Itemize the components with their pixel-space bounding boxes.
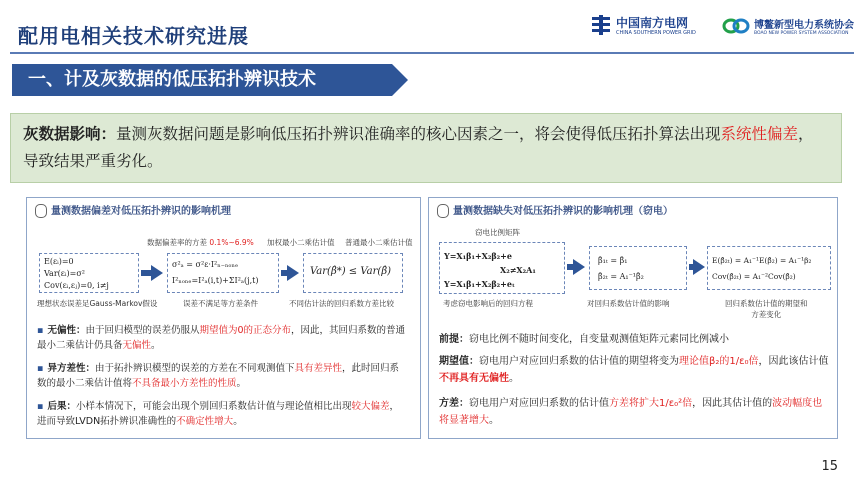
variance-rate-label: 数据偏差率的方差 0.1%~6.9% [147, 238, 254, 247]
arrow-2-icon [287, 265, 299, 281]
arrow-1-icon [151, 265, 163, 281]
csg-logo-text: 中国南方电网 [616, 16, 689, 30]
association-logo-subtext: BOAO NEW POWER SYSTEM ASSOCIATION [754, 31, 849, 36]
expectation-eq-box: E(β̂₂ₜ) = A₁⁻¹E(β̂₂) = A₁⁻¹β₂ Cov(β̂₂ₜ) = A₁⁻²Cov(β̂₂) [707, 246, 831, 290]
page-title: 配用电相关技术研究进展 [18, 24, 249, 48]
regression-eq-box: Y=X₁β₁+X₂β₂+e X₂≠X₂A₁ Y=X₁β₁+X₂β₂+eₜ [439, 242, 565, 294]
left-panel [26, 197, 421, 439]
summary-box [10, 113, 842, 183]
logo-area [586, 6, 862, 50]
bullet-unbiasedness: ▪ 无偏性：由于回归模型的误差仍服从期望值为0的正态分布，因此，其回归系数的普通最小二乘估计仍具备无偏性。 [37, 325, 406, 351]
condition-2-label: 误差不满足等方差条件 [183, 299, 258, 308]
caption-estimate: 对回归系数估计值的影响 [587, 299, 670, 308]
summary-highlight: 系统性偏差 [720, 125, 799, 143]
title-divider [10, 52, 854, 54]
association-logo-icon [722, 16, 744, 34]
csg-logo-icon [590, 14, 612, 40]
theft-matrix-label: 窃电比例矩阵 [475, 228, 520, 237]
right-panel [428, 197, 838, 439]
premise-text: 前提：窃电比例不随时间变化，自变量观测值矩阵元素同比例减小 [439, 334, 729, 345]
variance-text: 方差：窃电用户对应回归系数的估计值方差将扩大1/ε₀²倍，因此其估计值的波动幅度也将显著增大。 [439, 398, 823, 426]
summary-text: 量测灰数据问题是影响低压拓扑辨识准确率的核心因素之一，将会使得低压拓扑算法出现 [116, 125, 721, 143]
summary-label: 灰数据影响： [23, 125, 117, 143]
gauss-markov-box: E(εᵢ)=0 Var(εᵢ)=σ² Cov(εᵢ,εⱼ)=0, i≠j [39, 253, 139, 293]
csg-logo-subtext: CHINA SOUTHERN POWER GRID [616, 30, 696, 36]
condition-3-label: 不同估计法的回归系数方差比较 [289, 299, 394, 308]
arrow-1-bar [141, 270, 151, 276]
arrow-4-icon [693, 259, 705, 275]
page-number: 15 [821, 459, 838, 474]
association-logo-text: 博鳌新型电力系统协会 [754, 20, 854, 31]
condition-1-label: 理想状态误差足Gauss-Markov假设 [37, 299, 158, 308]
paperclip-icon [35, 204, 47, 218]
right-panel-heading: 量测数据缺失对低压拓扑辨识的影响机理（窃电） [437, 202, 673, 220]
caption-regression: 考虑窃电影响后的回归方程 [443, 299, 533, 308]
left-panel-heading: 量测数据偏差对低压拓扑辨识的影响机理 [35, 202, 231, 220]
ols-label: 普通最小二乘估计值 [345, 238, 413, 247]
arrow-3-icon [573, 259, 585, 275]
wls-label: 加权最小二乘估计值 [267, 238, 335, 247]
paperclip-icon [437, 204, 449, 218]
caption-expectation: 回归系数估计值的期望和 方差变化 [725, 299, 808, 319]
variance-eq-box: σ²ₐ = σ²ε·I²ₙ₋ₙₒₙₑ I²ₙₒₙₑ=I²ₐ(i,t)+ΣI²ₐ(j,t) [167, 253, 279, 293]
bullet-consequence: ▪ 后果：小样本情况下，可能会出现个别回归系数估计值与理论值相比出现较大偏差，进而导致LVDN拓扑辨识准确性的不确定性增大。 [37, 401, 400, 427]
variance-compare-box: Var(β̂*) ≤ Var(β̂) [303, 253, 403, 293]
section-banner-arrow [392, 64, 408, 96]
bullet-heteroscedasticity: ▪ 异方差性：由于拓扑辨识模型的误差的方差在不同观测值下具有差异性，此时回归系数的最小二乘估计值将不具备最小方差性的性质。 [37, 363, 400, 389]
expectation-text: 期望值：窃电用户对应回归系数的估计值的期望将变为理论值β₂的1/ε₀倍，因此该估计值不再具有无偏性。 [439, 356, 829, 384]
estimate-eq-box: β̂₁ₜ = β̂₁ β̂₂ₜ = A₁⁻¹β̂₂ [589, 246, 687, 290]
section-banner: 一、计及灰数据的低压拓扑辨识技术 [12, 64, 392, 96]
summary-text-end: ，导致结果严重劣化。 [23, 125, 814, 170]
